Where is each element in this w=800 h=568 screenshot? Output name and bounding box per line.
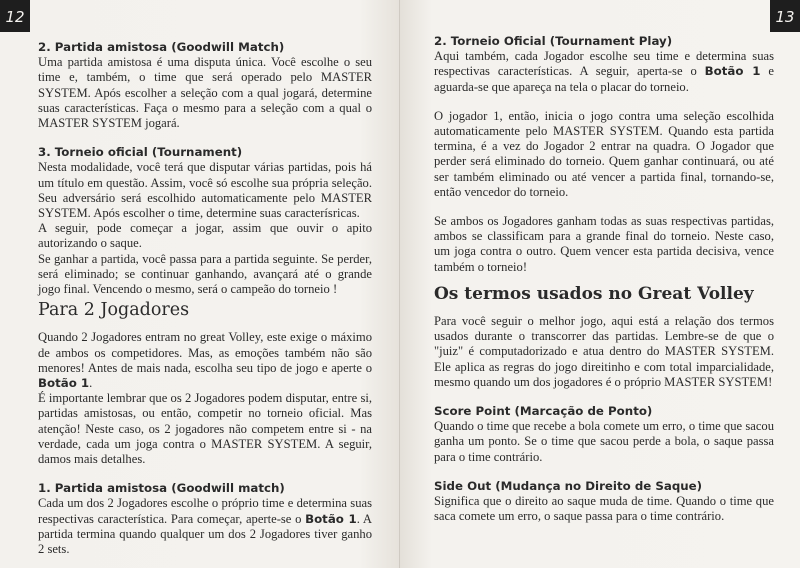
heading-terms: Os termos usados no Great Volley (434, 283, 754, 304)
section-title-tournament: 3. Torneio oficial (Tournament) (38, 145, 243, 160)
section-title-tournament-play: 2. Torneio Oficial (Tournament Play) (434, 34, 673, 48)
two-players-text-2: É importante lembrar que os 2 Jogadores podem disputar, entre si, partidas amistosas, ou então, competir no torneio oficial. Mas atenção! Neste caso, os 2 jogadores não competem entre si - na verdade, cada um joga contra o MASTER SYSTEM. A seguir, damos mais detalhes. (38, 391, 372, 467)
heading-two-players: Para 2 Jogadores (38, 300, 190, 321)
term-text-score-point: Quando o time que recebe a bola comete um erro, o time que sacou ganha um ponto. Se o time que sacou perde a bola, o saque passa para o time contrário. (434, 419, 774, 464)
section-text-tournament-2: A seguir, pode começar a jogar, assim que ouvir o apito autorizando o saque. (38, 221, 372, 251)
page-number-left: 12 (0, 0, 30, 32)
section-text-tournament-1: Nesta modalidade, você terá que disputar várias partidas, pois há um título em questão. Assim, você só escolhe sua própria seleção. Seu adversário será escolhido automaticamente pelo MASTER SYSTEM. Após escolher o time, determine suas caracterísricas. (38, 160, 372, 221)
section-text-goodwill-match: Uma partida amistosa é uma disputa única. Você escolhe o seu time e, também, o time que será operado pelo MASTER SYSTEM. Após escolher a seleção com a qual jogará, determine suas características. Faça o mesmo para a seleção com a qual o MASTER SYSTEM jogará. (38, 55, 372, 131)
term-title-score-point: Score Point (Marcação de Ponto) (434, 404, 653, 419)
right-page-content (434, 34, 774, 524)
section-text-tournament-play-3: Se ambos os Jogadores ganham todas as suas respectivas partidas, ambos se classificam para a grande final do torneio. Neste caso, um joga contra o outro. Quem vencer esta partida decisiva, vence também o torneio! (434, 214, 774, 274)
section-text-tournament-play-1: Aqui também, cada Jogador escolhe seu time e determina suas respectivas características. A seguir, aperta-se o Botão 1 e aguarda-se que apareça na tela o placar do torneio. (434, 49, 774, 94)
section-text-tournament-play-2: O jogador 1, então, inicia o jogo contra uma seleção escolhida automaticamente pelo MASTER SYSTEM. Quando esta partida termina, é a vez do Jogador 2 entrar na quadra. O Jogador que perder será eliminado do torneio. Quem ganhar continuará, ou até ser também eliminado ou até vencer a partida final, tornando-se, então vencedor do torneio. (434, 108, 774, 199)
section-text-tournament-3: Se ganhar a partida, você passa para a partida seguinte. Se perder, será eliminado; se continuar ganhando, avançará até o grande jogo final. Vencendo o mesmo, será o campeão do torneio ! (38, 251, 372, 297)
term-text-side-out: Significa que o direito ao saque muda de time. Quando o time que saca comete um erro, o saque passa para o time contrário. (434, 494, 774, 524)
section-title-goodwill-match-2p: 1. Partida amistosa (Goodwill match) (38, 481, 285, 496)
left-page-content (38, 40, 372, 557)
section-title-goodwill-match: 2. Partida amistosa (Goodwill Match) (38, 40, 285, 54)
section-text-goodwill-match-2p: Cada um dos 2 Jogadores escolhe o próprio time e determina suas respectivas característica. Para começar, aperte-se o Botão 1. A partida termina quando qualquer um dos 2 Jogadores tiver ganho 2 sets. (38, 496, 372, 557)
terms-intro: Para você seguir o melhor jogo, aqui está a relação dos termos usados durante o transcorrer das partidas. Lembre-se de que o "juiz" é computadorizado e atua dentro do MASTER SYSTEM. Ele aplica as regras do jogo direitinho e com total imparcialidade, mesmo quando um dos jogadores é o próprio MASTER SYSTEM! (434, 314, 774, 389)
term-title-side-out: Side Out (Mudança no Direito de Saque) (434, 478, 703, 493)
two-players-intro: Quando 2 Jogadores entram no great Volley, este exige o máximo de ambos os competidores. Mas, as emoções também não são menores! Antes de mais nada, escolha seu tipo de jogo e aperte o Botão 1. (38, 330, 372, 391)
right-page (400, 0, 800, 568)
page-number-right: 13 (770, 0, 800, 32)
